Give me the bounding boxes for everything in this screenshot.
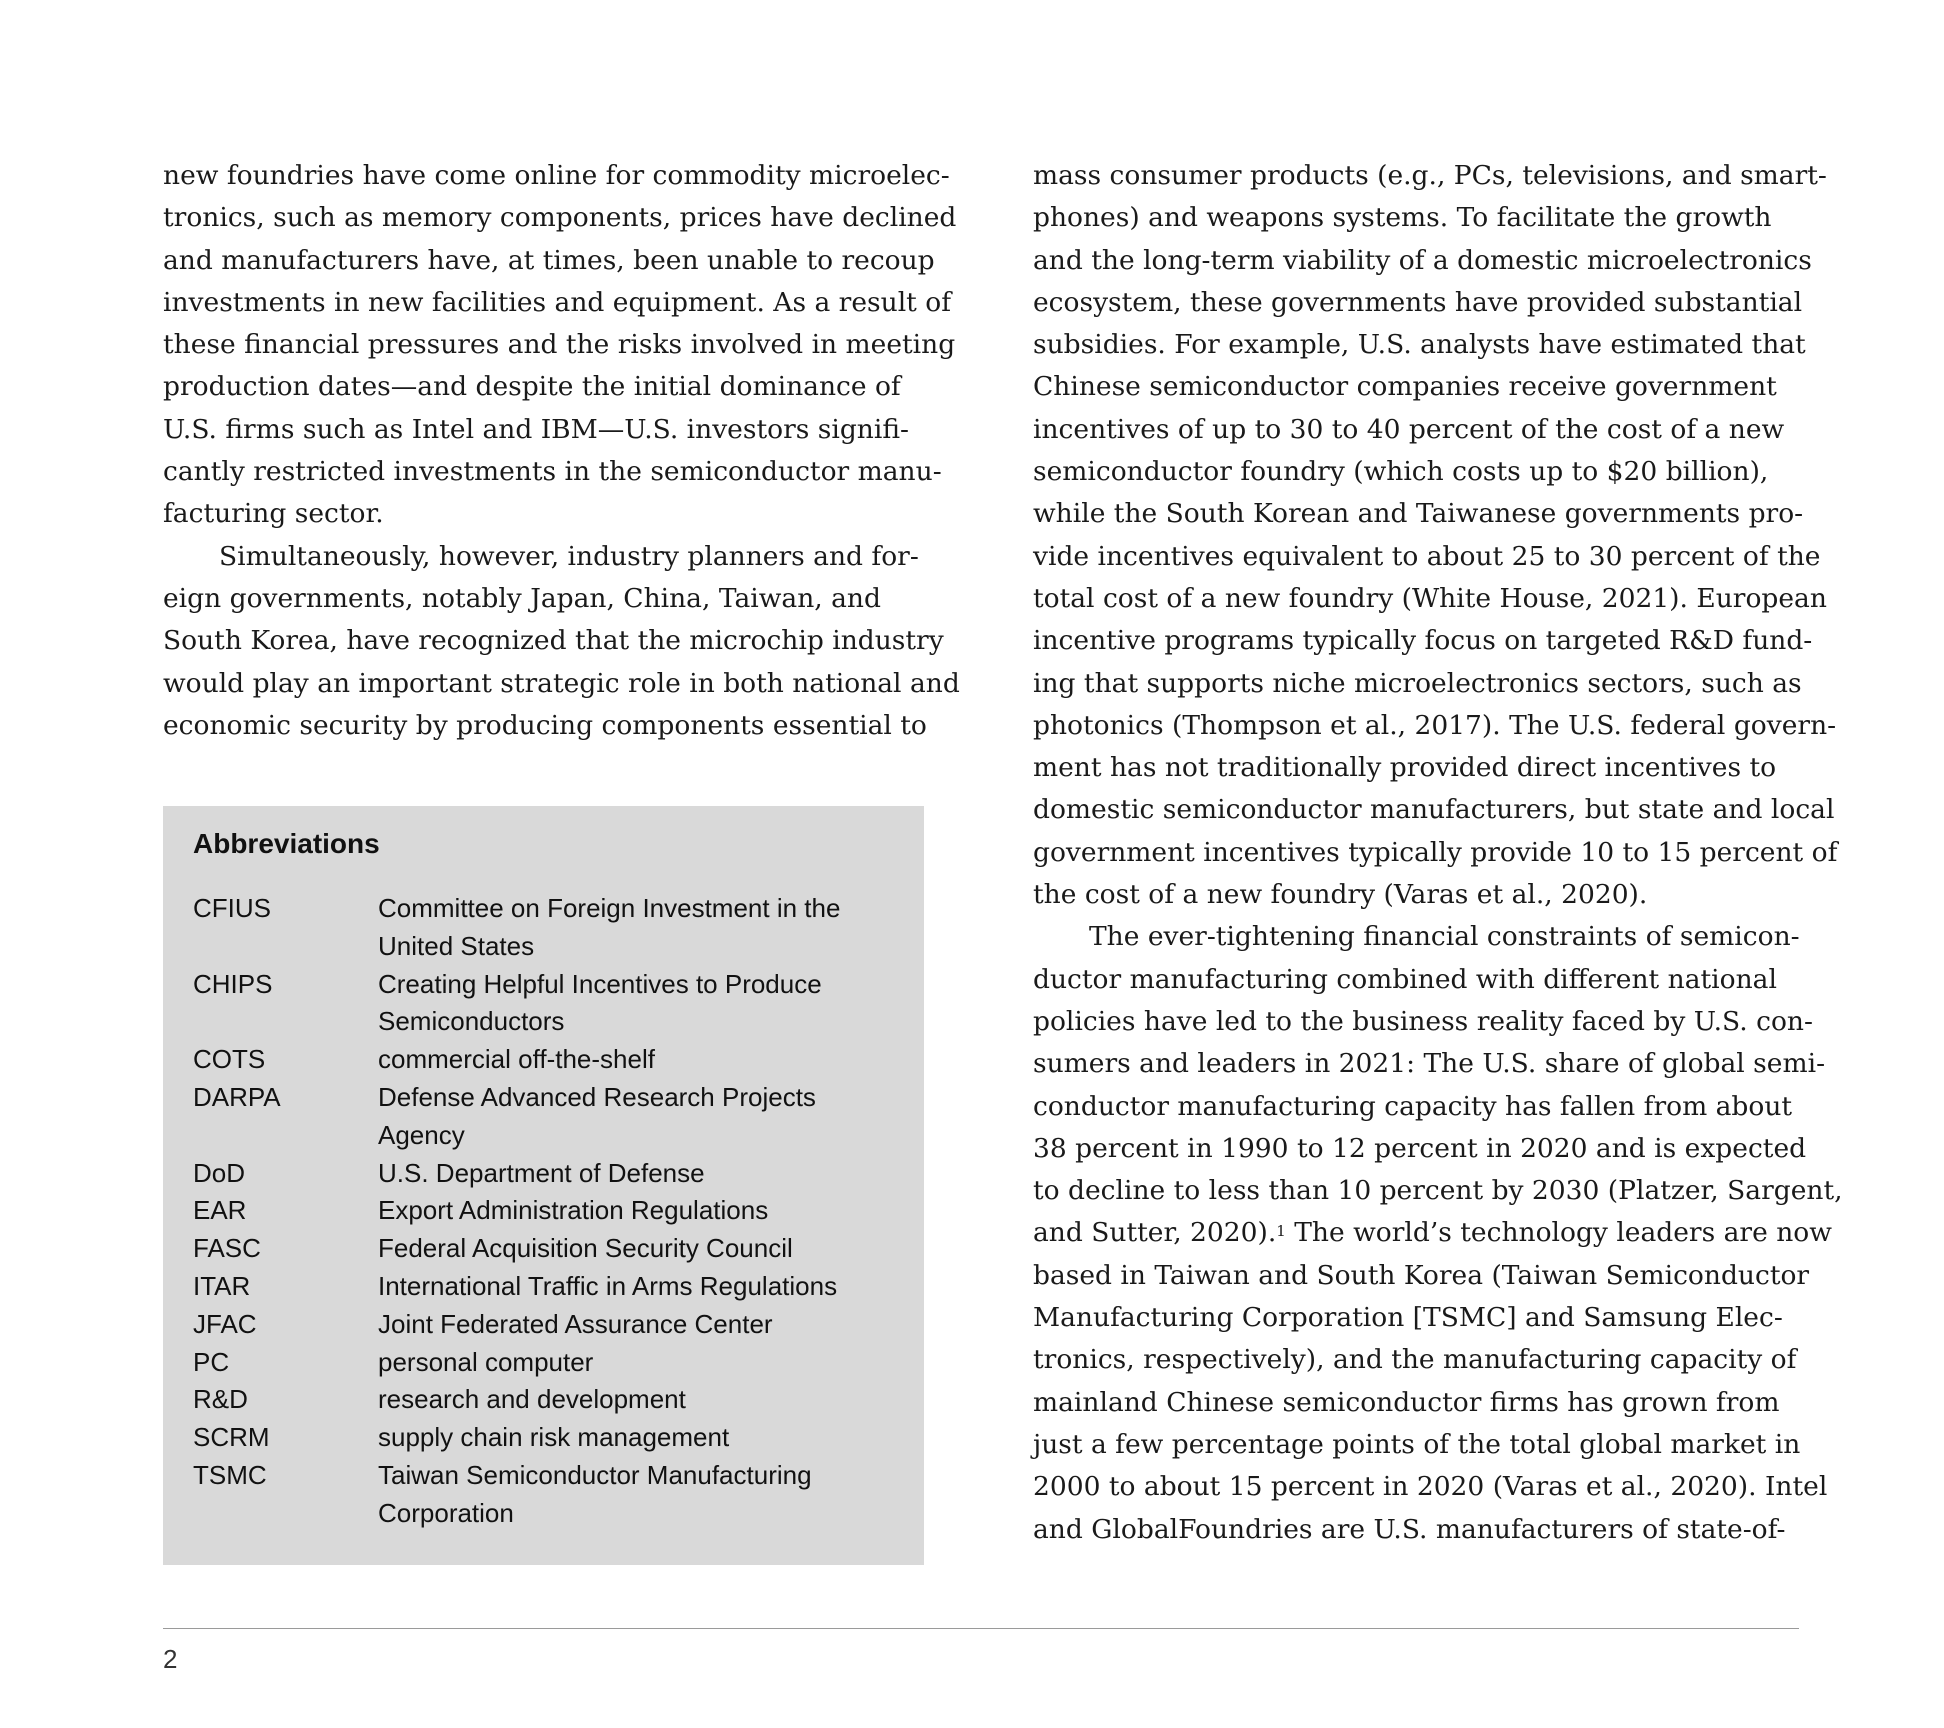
abbreviation-term: FASC xyxy=(193,1233,261,1264)
abbreviation-row xyxy=(193,1306,903,1344)
abbreviation-term: CFIUS xyxy=(193,893,271,923)
text-line: and manufacturers have, at times, been unable to recoup xyxy=(163,244,935,276)
definition-line: Defense Advanced Research Projects xyxy=(378,1081,816,1112)
text-line: phones) and weapons systems. To facilitate the growth xyxy=(1033,202,1772,234)
text-line: conductor manufacturing capacity has fallen from about xyxy=(1033,1090,1793,1122)
abbreviation-term: SCRM xyxy=(193,1422,270,1453)
text-line: U.S. firms such as Intel and IBM—U.S. investors signifi- xyxy=(163,413,909,445)
abbreviation-term: DoD xyxy=(193,1157,246,1188)
definition-line: Federal Acquisition Security Council xyxy=(378,1233,793,1264)
text-line: The ever-tightening financial constraints of semicon- xyxy=(1089,921,1800,953)
text-line: tronics, such as memory components, prices have declined xyxy=(163,202,957,234)
abbreviation-definition xyxy=(378,1268,903,1306)
text-line: would play an important strategic role in both national and xyxy=(163,667,960,699)
text-line: Manufacturing Corporation [TSMC] and Samsung Elec- xyxy=(1033,1302,1783,1334)
text-line: ductor manufacturing combined with different national xyxy=(1033,963,1777,995)
abbreviation-term: EAR xyxy=(193,1195,247,1226)
text-line: photonics (Thompson et al., 2017). The U.S. federal govern- xyxy=(1033,709,1837,741)
definition-line: Semiconductors xyxy=(378,1006,565,1037)
definition-line: Committee on Foreign Investment in the xyxy=(378,893,841,923)
definition-line: Corporation xyxy=(378,1497,514,1528)
abbreviation-row xyxy=(193,1457,903,1533)
abbreviation-row xyxy=(193,1419,903,1457)
abbreviation-row xyxy=(193,1041,903,1079)
text-line: these financial pressures and the risks involved in meeting xyxy=(163,329,956,361)
abbreviation-row xyxy=(193,1230,903,1268)
abbreviation-definition xyxy=(378,1155,903,1193)
text-line: subsidies. For example, U.S. analysts have estimated that xyxy=(1033,329,1806,361)
text-line: while the South Korean and Taiwanese governments pro- xyxy=(1033,498,1804,530)
definition-line: United States xyxy=(378,930,535,961)
footer-divider xyxy=(163,1628,1799,1629)
abbreviation-row xyxy=(193,1381,903,1419)
left-column-text xyxy=(163,155,960,747)
abbreviation-row xyxy=(193,1192,903,1230)
abbreviation-definition xyxy=(378,1230,903,1268)
text-line: and the long-term viability of a domestic microelectronics xyxy=(1033,244,1812,276)
abbreviation-definition xyxy=(378,1344,903,1382)
text-line: economic security by producing components essential to xyxy=(163,709,927,741)
abbreviation-term: JFAC xyxy=(193,1308,257,1339)
text-line: ing that supports niche microelectronics sectors, such as xyxy=(1033,667,1802,699)
definition-line: research and development xyxy=(378,1384,686,1415)
page-number: 2 xyxy=(163,1644,178,1674)
definition-line: personal computer xyxy=(378,1346,594,1377)
text-line: cantly restricted investments in the semiconductor manu- xyxy=(163,456,942,488)
text-line: based in Taiwan and South Korea (Taiwan Semiconductor xyxy=(1033,1259,1810,1291)
text-fragment: and Sutter, 2020). xyxy=(1033,1217,1277,1249)
definition-line: U.S. Department of Defense xyxy=(378,1157,705,1188)
text-line: mass consumer products (e.g., PCs, televisions, and smart- xyxy=(1033,160,1827,191)
abbreviation-row xyxy=(193,1079,903,1155)
abbreviation-definition xyxy=(378,966,903,1042)
abbreviation-definition xyxy=(378,1041,903,1079)
abbreviations-title: Abbreviations xyxy=(193,828,380,859)
abbreviation-row xyxy=(193,966,903,1042)
definition-line: supply chain risk management xyxy=(378,1422,730,1453)
text-line: policies have led to the business reality faced by U.S. con- xyxy=(1033,1005,1813,1037)
text-line: total cost of a new foundry (White House, 2021). European xyxy=(1033,582,1827,614)
text-line: mainland Chinese semiconductor firms has grown from xyxy=(1033,1386,1780,1418)
text-line: the cost of a new foundry (Varas et al., 2020). xyxy=(1033,879,1648,911)
definition-line: Creating Helpful Incentives to Produce xyxy=(378,968,822,999)
abbreviation-definition xyxy=(378,1192,903,1230)
abbreviations-box xyxy=(163,806,924,1565)
text-line: semiconductor foundry (which costs up to $20 billion), xyxy=(1033,456,1769,488)
abbreviation-definition xyxy=(378,1381,903,1419)
text-line: 38 percent in 1990 to 12 percent in 2020 and is expected xyxy=(1033,1132,1807,1164)
text-line: government incentives typically provide 10 to 15 percent of xyxy=(1033,836,1838,868)
text-line: ecosystem, these governments have provided substantial xyxy=(1033,286,1803,318)
abbreviation-definition xyxy=(378,1079,903,1155)
abbreviation-term: TSMC xyxy=(193,1459,267,1490)
abbreviation-term: COTS xyxy=(193,1044,266,1075)
text-line: Chinese semiconductor companies receive government xyxy=(1033,371,1777,403)
text-line: vide incentives equivalent to about 25 to 30 percent of the xyxy=(1033,540,1821,572)
text-line: investments in new facilities and equipment. As a result of xyxy=(163,286,952,318)
abbreviation-definition xyxy=(378,890,903,966)
text-line: South Korea, have recognized that the microchip industry xyxy=(163,625,944,657)
abbreviation-term: DARPA xyxy=(193,1081,281,1112)
abbreviation-row xyxy=(193,1155,903,1193)
definition-line: Agency xyxy=(378,1119,465,1150)
abbreviations-list xyxy=(193,890,903,1533)
abbreviation-definition xyxy=(378,1419,903,1457)
definition-line: commercial off-the-shelf xyxy=(378,1044,655,1075)
text-line: domestic semiconductor manufacturers, but state and local xyxy=(1033,794,1835,826)
abbreviation-definition xyxy=(378,1457,903,1533)
abbreviation-term: ITAR xyxy=(193,1270,251,1301)
text-line: eign governments, notably Japan, China, Taiwan, and xyxy=(163,582,881,614)
text-line-with-footnote xyxy=(1033,1212,1832,1254)
footnote-ref[interactable]: 1 xyxy=(1276,1222,1286,1241)
text-line: incentives of up to 30 to 40 percent of the cost of a new xyxy=(1033,413,1785,445)
text-line: and GlobalFoundries are U.S. manufacturers of state-of- xyxy=(1033,1513,1786,1545)
abbreviation-row xyxy=(193,1344,903,1382)
abbreviation-row xyxy=(193,890,903,966)
text-line: production dates—and despite the initial dominance of xyxy=(163,371,901,403)
text-line: new foundries have come online for commodity microelec- xyxy=(163,160,950,191)
text-line: tronics, respectively), and the manufacturing capacity of xyxy=(1033,1344,1797,1376)
text-line: to decline to less than 10 percent by 2030 (Platzer, Sargent, xyxy=(1033,1175,1843,1207)
abbreviation-definition xyxy=(378,1306,903,1344)
right-column-text xyxy=(1033,155,1843,1551)
text-line: just a few percentage points of the total global market in xyxy=(1033,1428,1801,1460)
abbreviation-term: PC xyxy=(193,1346,230,1377)
text-line: ment has not traditionally provided direct incentives to xyxy=(1033,752,1777,784)
text-line: sumers and leaders in 2021: The U.S. share of global semi- xyxy=(1033,1048,1826,1080)
abbreviation-term: R&D xyxy=(193,1384,248,1415)
text-line: Simultaneously, however, industry planners and for- xyxy=(219,540,919,572)
abbreviation-term: CHIPS xyxy=(193,968,273,999)
definition-line: International Traffic in Arms Regulations xyxy=(378,1270,838,1301)
text-fragment: The world’s technology leaders are now xyxy=(1285,1217,1832,1249)
text-line: incentive programs typically focus on targeted R&D fund- xyxy=(1033,625,1813,657)
definition-line: Export Administration Regulations xyxy=(378,1195,769,1226)
abbreviation-row xyxy=(193,1268,903,1306)
definition-line: Taiwan Semiconductor Manufacturing xyxy=(378,1459,812,1490)
definition-line: Joint Federated Assurance Center xyxy=(378,1308,773,1339)
text-line: facturing sector. xyxy=(163,498,384,530)
text-line: 2000 to about 15 percent in 2020 (Varas et al., 2020). Intel xyxy=(1033,1471,1828,1503)
